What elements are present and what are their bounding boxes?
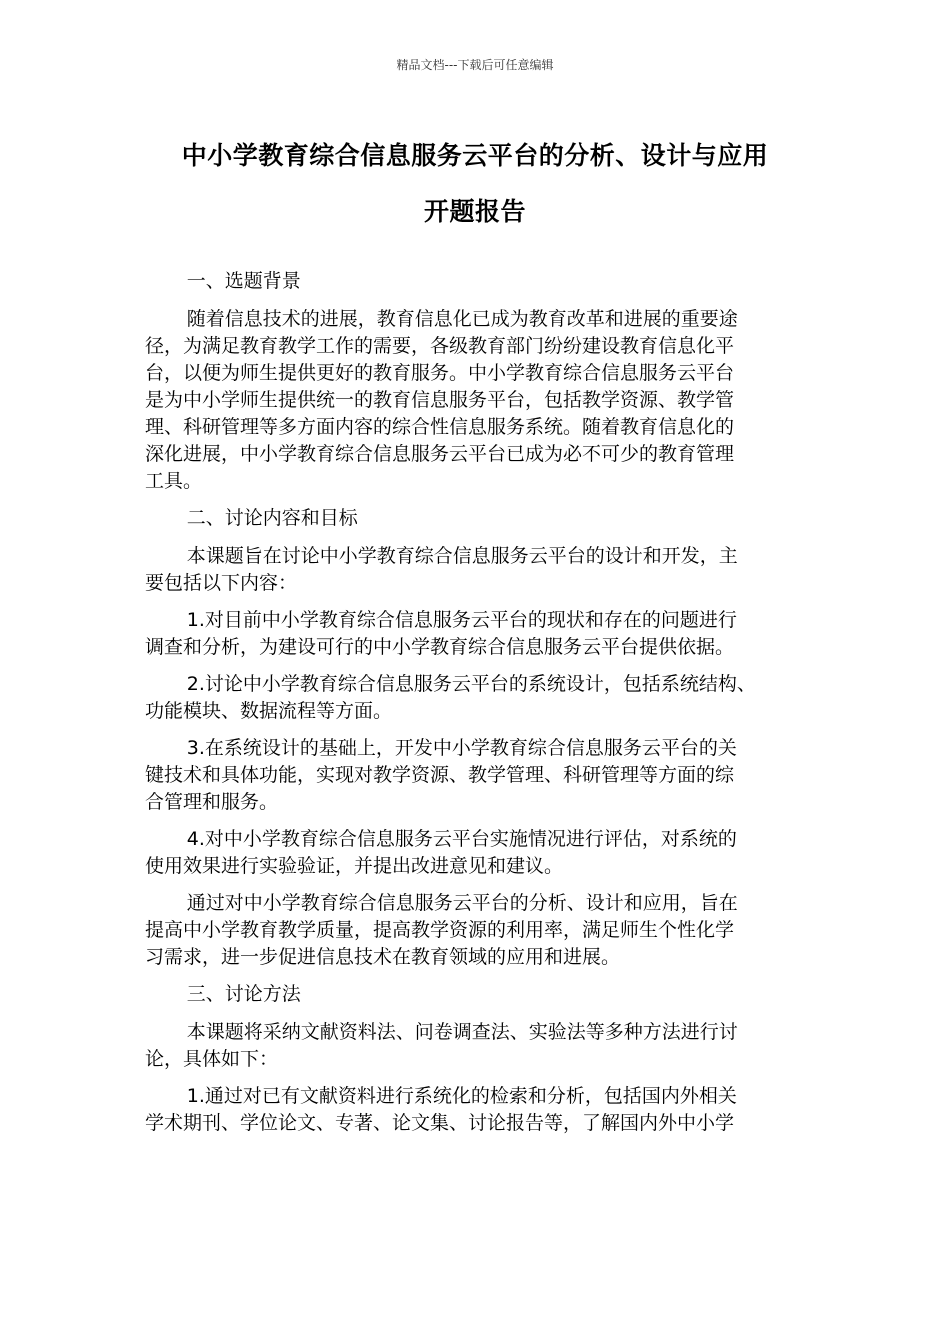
text-line: 要包括以下内容： [145,572,298,594]
text-line: 合管理和服务。 [145,791,279,813]
paragraph-summary [145,890,809,971]
title-line-1: 中小学教育综合信息服务云平台的分析、设计与应用 [181,141,769,170]
paragraph-intro [145,543,809,597]
text-line: 学术期刊、学位论文、专著、论文集、讨论报告等，了解国内外中小学 [145,1112,735,1134]
text-line: 4.对中小学教育综合信息服务云平台实施情况进行评估，对系统的 [186,828,737,850]
paragraph-background [145,306,809,495]
text-line: 键技术和具体功能，实现对教学资源、教学管理、科研管理等方面的综 [145,764,735,786]
section-heading-background: 一、选题背景 [186,270,301,292]
paragraph-item-2 [145,671,809,725]
text-line: 提高中小学教育教学质量，提高教学资源的利用率，满足师生个性化学 [145,919,735,941]
text-line: 深化进展，中小学教育综合信息服务云平台已成为必不可少的教育管理 [145,443,735,465]
text-line: 论，具体如下： [145,1048,279,1070]
text-line: 1.通过对已有文献资料进行系统化的检索和分析，包括国内外相关 [186,1085,737,1107]
text-line: 台，以便为师生提供更好的教育服务。中小学教育综合信息服务云平台 [145,362,735,384]
text-line: 是为中小学师生提供统一的教育信息服务平台，包括教学资源、教学管 [145,389,735,411]
text-line: 功能模块、数据流程等方面。 [145,700,393,722]
text-line: 习需求，进一步促进信息技术在教育领域的应用和进展。 [145,946,621,968]
paragraph-item-1 [145,607,809,661]
text-line: 工具。 [145,470,203,492]
text-line: 本课题将采纳文献资料法、问卷调查法、实验法等多种方法进行讨 [186,1021,738,1043]
text-line: 调查和分析，为建设可行的中小学教育综合信息服务云平台提供依据。 [145,636,735,658]
paragraph-methods-intro [145,1019,809,1073]
text-line: 使用效果进行实验验证，并提出改进意见和建议。 [145,855,564,877]
section-heading-content-goals: 二、讨论内容和目标 [186,507,358,529]
text-line: 通过对中小学教育综合信息服务云平台的分析、设计和应用，旨在 [186,892,738,914]
text-line: 2.讨论中小学教育综合信息服务云平台的系统设计，包括系统结构、 [186,673,756,695]
document-body [145,268,809,1147]
document-title [120,128,830,240]
text-line: 3.在系统设计的基础上，开发中小学教育综合信息服务云平台的关 [186,737,737,759]
paragraph-method-1 [145,1083,809,1137]
text-line: 随着信息技术的进展，教育信息化已成为教育改革和进展的重要途 [186,308,738,330]
title-line-2: 开题报告 [423,197,526,226]
text-line: 1.对目前中小学教育综合信息服务云平台的现状和存在的问题进行 [186,609,737,631]
text-line: 本课题旨在讨论中小学教育综合信息服务云平台的设计和开发，主 [186,545,738,567]
text-line: 径，为满足教育教学工作的需要，各级教育部门纷纷建设教育信息化平 [145,335,735,357]
paragraph-item-4 [145,826,809,880]
text-line: 理、科研管理等多方面内容的综合性信息服务系统。随着教育信息化的 [145,416,735,438]
page-header: 精品文档---下载后可任意编辑 [396,58,554,72]
paragraph-item-3 [145,735,809,816]
section-heading-methods: 三、讨论方法 [186,983,301,1005]
